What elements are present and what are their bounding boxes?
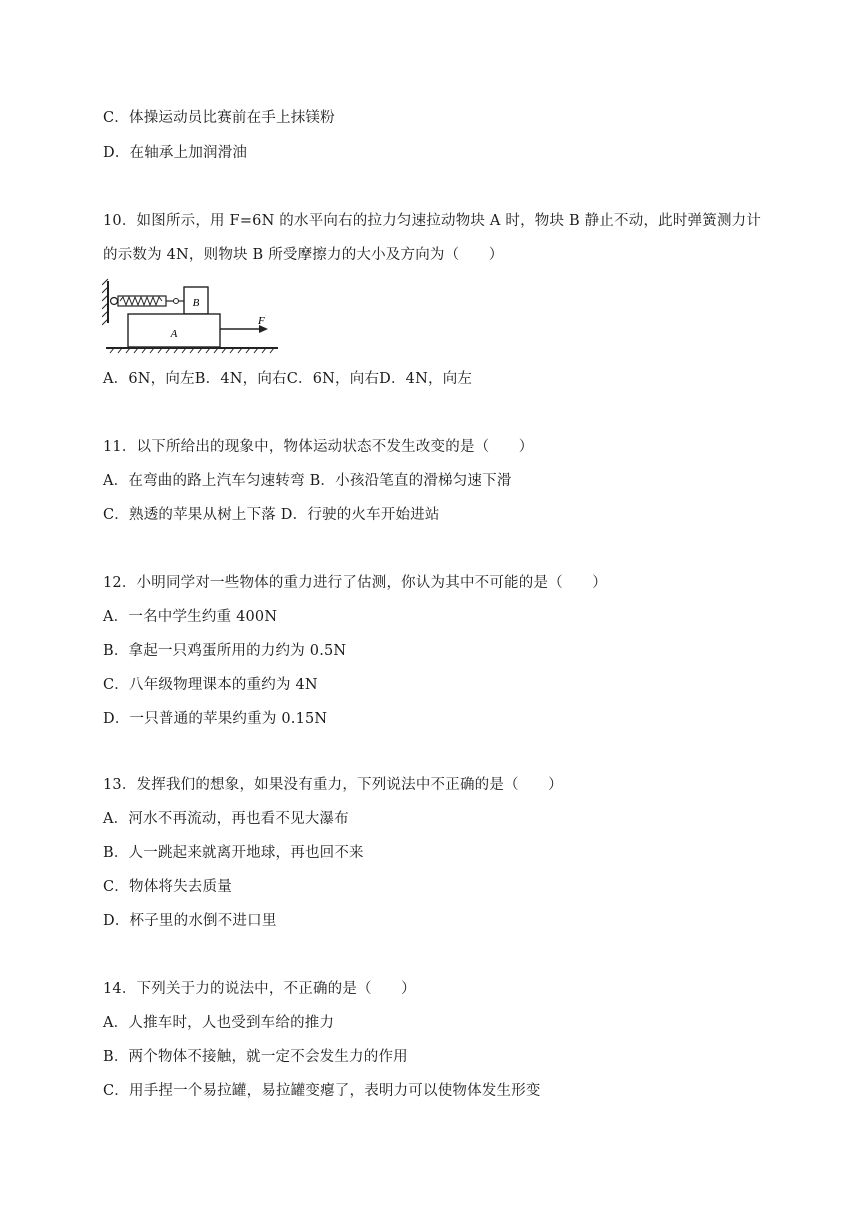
q9-option-d: D．在轴承上加润滑油 [103,145,248,161]
q12-stem: 12．小明同学对一些物体的重力进行了估测，你认为其中不可能的是（ ） [103,575,607,591]
q9-option-c: C．体操运动员比赛前在手上抹镁粉 [103,110,335,126]
q10-figure [102,277,278,355]
q14-option-a: A．人推车时，人也受到车给的推力 [103,1015,335,1031]
label-b: B [192,297,200,309]
ground-icon [106,348,278,353]
q12-option-a: A．一名中学生约重 400N [103,609,278,625]
q13-option-c: C．物体将失去质量 [103,879,232,895]
q10-stem-line1: 10．如图所示，用 F=6N 的水平向右的拉力匀速拉动物块 A 时，物块 B 静止不动，此时弹簧测力计 [103,213,762,229]
label-f: F [258,315,265,327]
q14-option-b: B．两个物体不接触，就一定不会发生力的作用 [103,1049,408,1065]
block-b [184,287,208,314]
q14-stem: 14．下列关于力的说法中，不正确的是（ ） [103,981,416,997]
block-a [128,314,220,347]
q13-option-a: A．河水不再流动，再也看不见大瀑布 [103,811,349,827]
q14-option-c: C．用手捏一个易拉罐，易拉罐变瘪了，表明力可以使物体发生形变 [103,1083,541,1099]
q12-option-c: C．八年级物理课本的重约为 4N [103,677,318,693]
q11-stem: 11．以下所给出的现象中，物体运动状态不发生改变的是（ ） [103,439,534,455]
q10-stem-line2: 的示数为 4N，则物块 B 所受摩擦力的大小及方向为（ ） [103,247,504,263]
q11-options-line1: A．在弯曲的路上汽车匀速转弯 B．小孩沿笔直的滑梯匀速下滑 [103,473,512,489]
q12-option-b: B．拿起一只鸡蛋所用的力约为 0.5N [103,643,347,659]
q12-option-d: D．一只普通的苹果约重为 0.15N [103,711,328,727]
q11-options-line2: C．熟透的苹果从树上下落 D．行驶的火车开始进站 [103,507,440,523]
q13-option-d: D．杯子里的水倒不进口里 [103,913,277,929]
wall-icon [102,279,108,325]
spring-scale-icon [111,296,185,306]
q13-option-b: B．人一跳起来就离开地球，再也回不来 [103,845,364,861]
q13-stem: 13．发挥我们的想象，如果没有重力，下列说法中不正确的是（ ） [103,777,563,793]
q10-options: A．6N，向左B．4N，向右C．6N，向右D．4N，向左 [103,371,473,387]
arrow-right-icon [220,315,268,333]
label-a: A [170,328,178,340]
